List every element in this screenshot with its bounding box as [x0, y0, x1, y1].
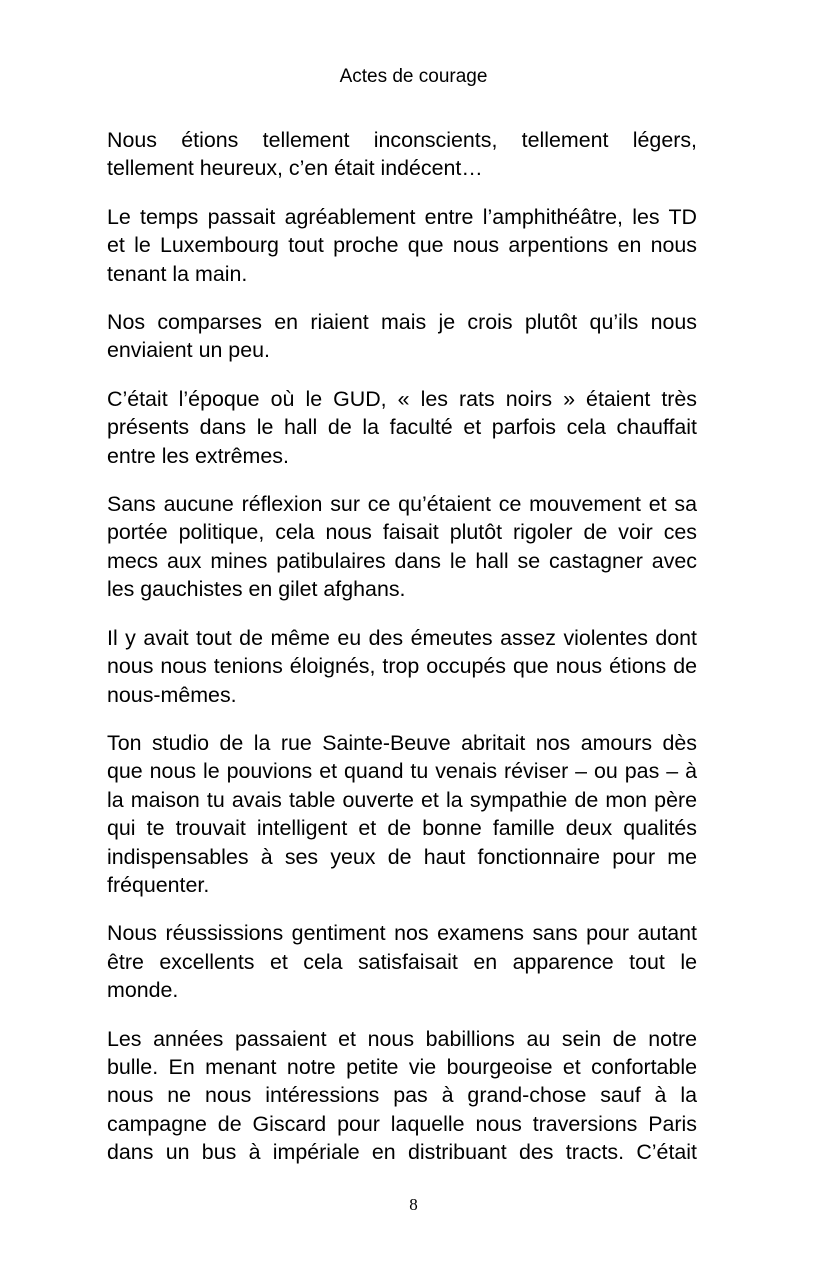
paragraph: Nous étions tellement inconscients, tellement légers, tellement heureux, c’en était indécent… [107, 128, 697, 181]
paragraph: Ton studio de la rue Sainte-Beuve abritait nos amours dès que nous le pouvions et quand tu venais réviser – ou pas – à la maison tu avais table ouverte et la sympathie de mon père qui te trouvait intelligent et de bonne famille deux qualités indispensables à ses yeux de haut fonctionnaire pour me fréquenter. [107, 730, 697, 897]
running-header: Actes de courage [339, 66, 488, 87]
paragraph: Sans aucune réflexion sur ce qu’étaient ce mouvement et sa portée politique, cela nous faisait plutôt rigoler de voir ces mecs aux mines patibulaires dans le hall se castagner avec les gauchistes en gilet afghans. [107, 492, 697, 602]
paragraph: Nous réussissions gentiment nos examens sans pour autant être excellents et cela satisfaisait en apparence tout le monde. [107, 921, 697, 1003]
paragraph: Le temps passait agréablement entre l’amphithéâtre, les TD et le Luxembourg tout proche que nous arpentions en nous tenant la main. [107, 204, 697, 286]
paragraph: C’était l’époque où le GUD, « les rats noirs » étaient très présents dans le hall de la faculté et parfois cela chauffait entre les extrêmes. [107, 386, 697, 468]
paragraph: Les années passaient et nous babillions au sein de notre bulle. En menant notre petite vie bourgeoise et confortable nous ne nous intéressions pas à grand-chose sauf à la campagne de Giscard pour laquelle nous traversions Paris dans un bus à impériale en distribuant des tracts. C’était [107, 1026, 697, 1165]
body-text [107, 126, 697, 1167]
paragraph: Nos comparses en riaient mais je crois plutôt qu’ils nous enviaient un peu. [107, 310, 697, 363]
paragraph: Il y avait tout de même eu des émeutes assez violentes dont nous nous tenions éloignés, trop occupés que nous étions de nous-mêmes. [107, 625, 697, 707]
page-number: 8 [409, 1195, 418, 1214]
